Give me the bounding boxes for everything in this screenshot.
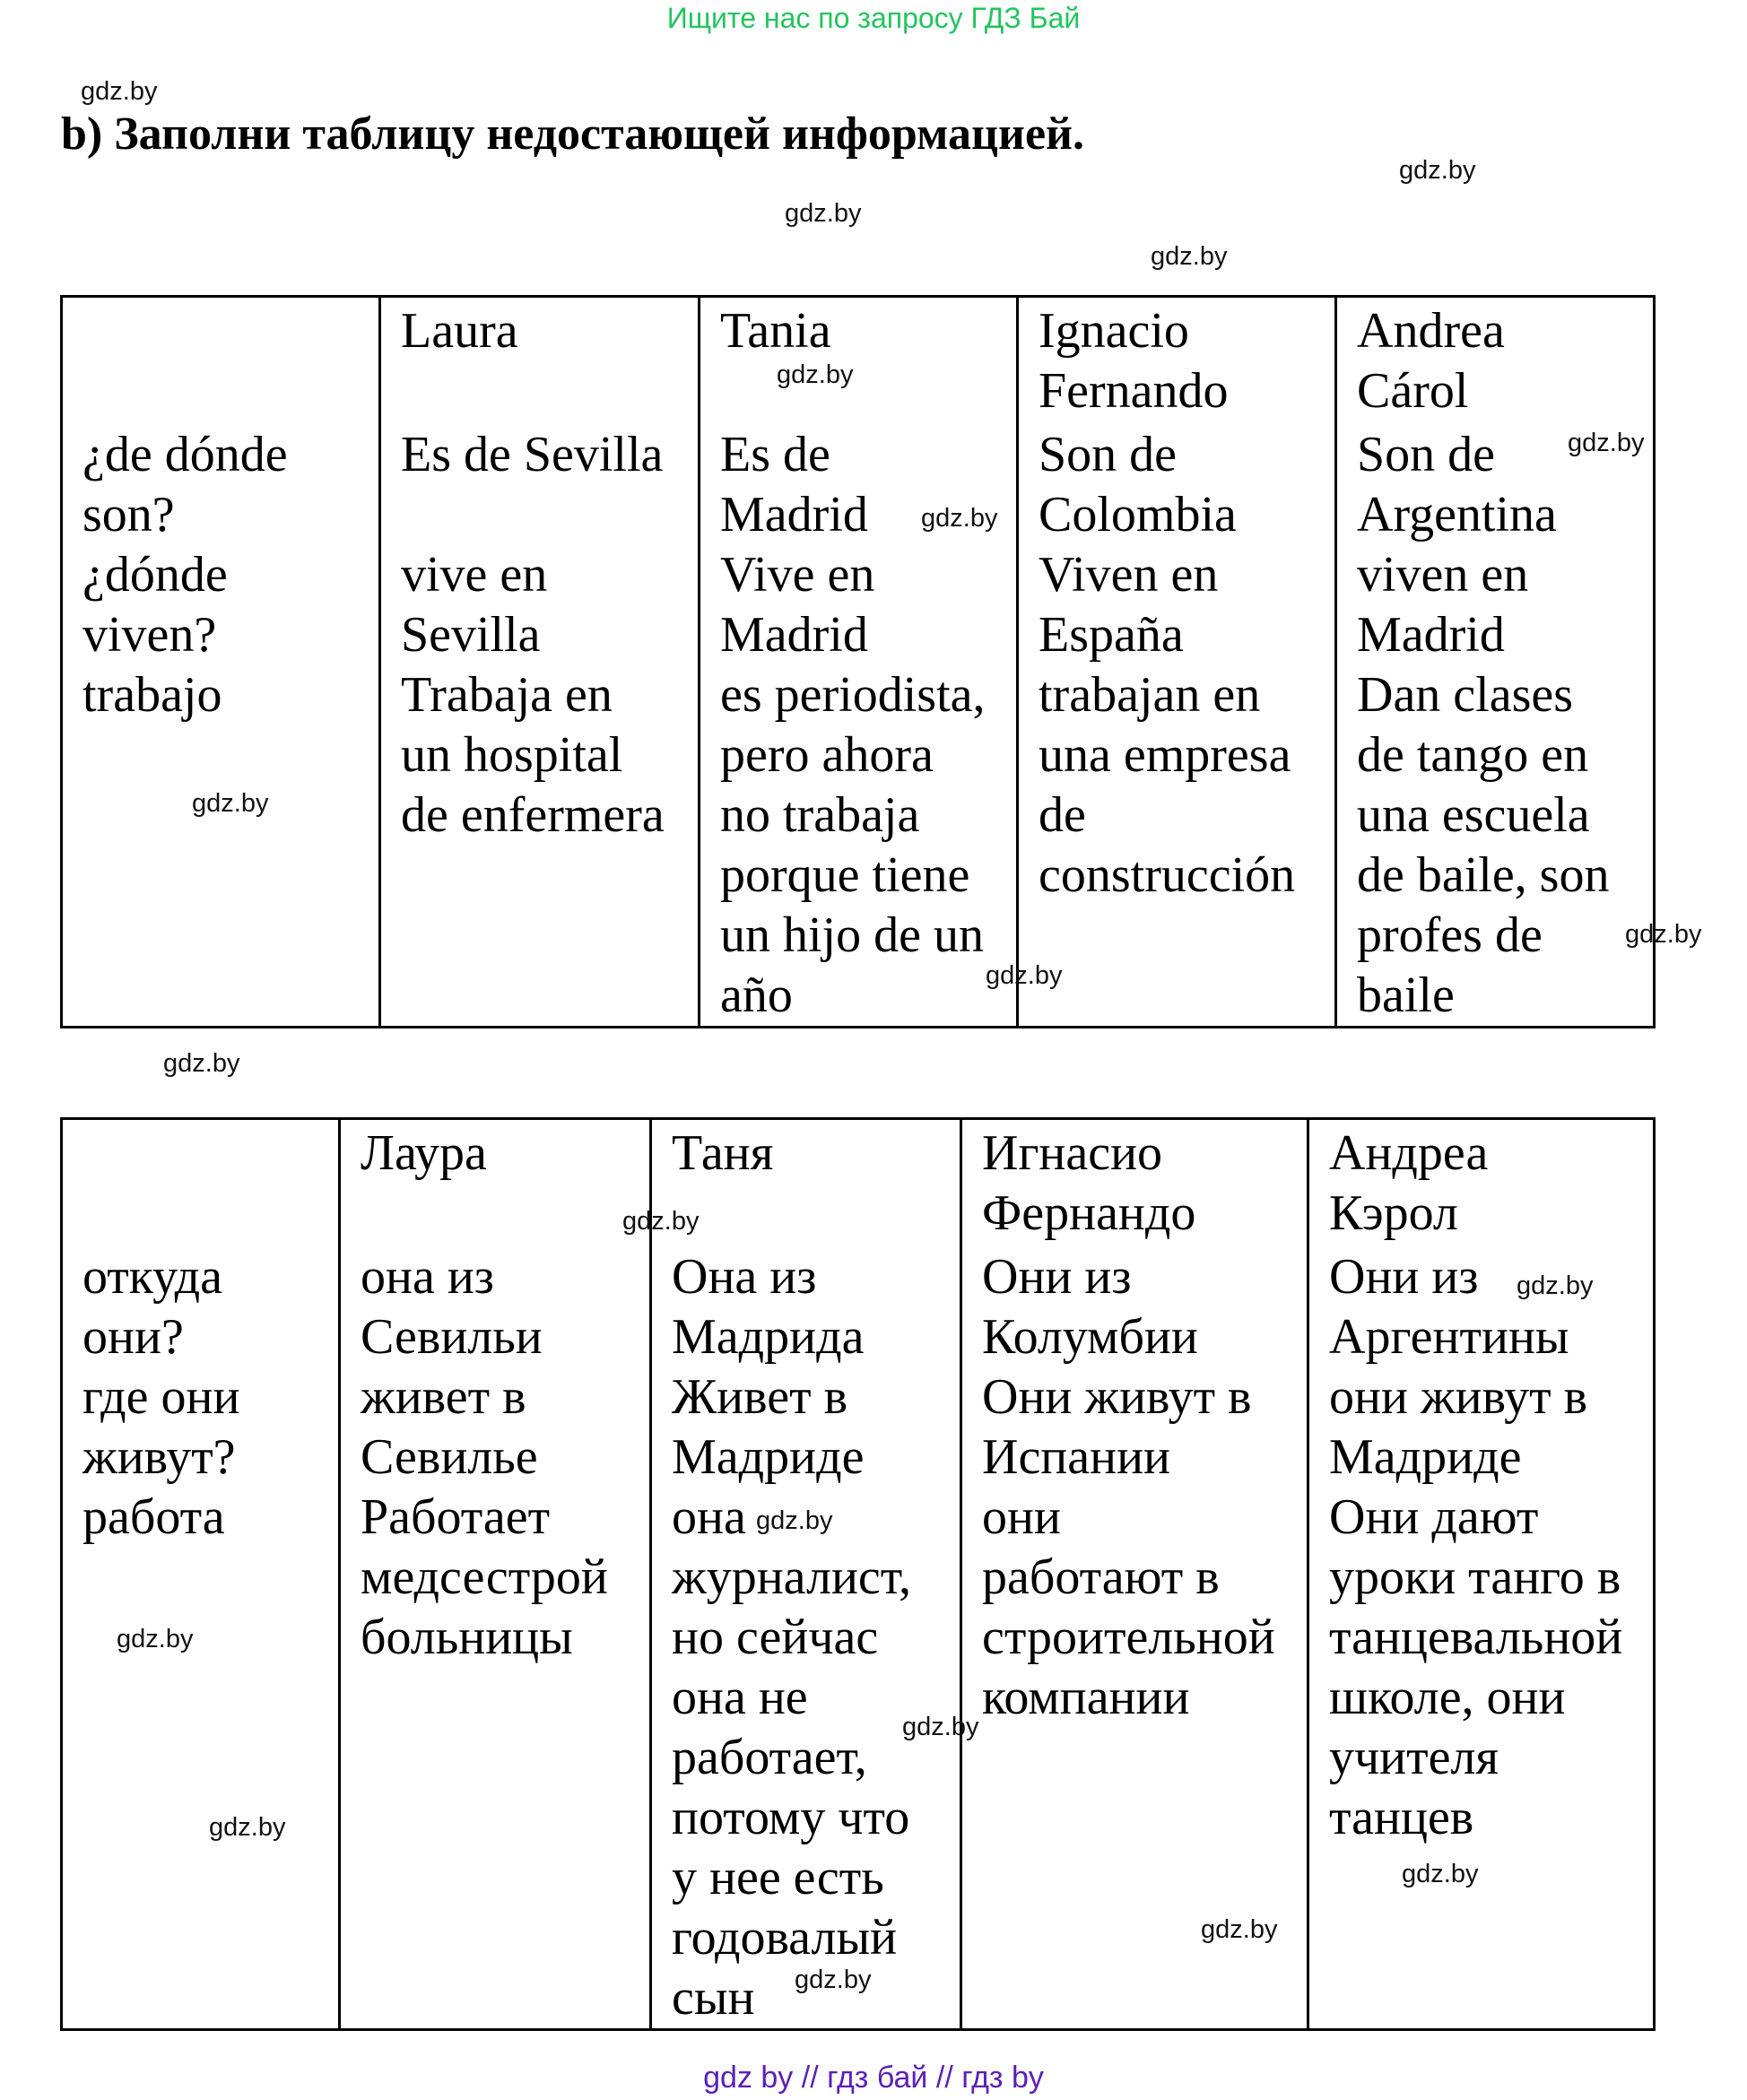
column-head: Андреа Кэрол bbox=[1329, 1125, 1489, 1241]
cell-body: она из Севильи живет в Севилье Работает медсестрой больницы bbox=[361, 1249, 608, 1665]
andrea-carol-cell bbox=[1336, 297, 1655, 1028]
watermark: gdz.by bbox=[1399, 156, 1476, 185]
row-labels: откуда они? где они живут? работа bbox=[83, 1249, 240, 1545]
cell-body: Son de Colombia Viven en España trabajan en una empresa de construcción bbox=[1039, 427, 1296, 903]
cell-body: Son de Argentina viven en Madrid Dan clases de tango en una escuela de baile, son profes de baile bbox=[1357, 427, 1610, 1023]
row-labels-cell bbox=[62, 297, 380, 1028]
laura-cell bbox=[380, 297, 700, 1028]
table-row bbox=[62, 297, 1655, 1028]
row-labels-cell bbox=[62, 1119, 340, 2030]
cell-body: Она из Мадрида Живет в Мадриде она журналист, но сейчас она не работает, потому что у нее есть годовалый сын bbox=[672, 1249, 912, 2026]
column-head: Ignacio Fernando bbox=[1039, 303, 1229, 419]
watermark: gdz.by bbox=[1568, 429, 1645, 457]
column-head bbox=[83, 1120, 338, 1244]
watermark: gdz.by bbox=[777, 360, 854, 389]
watermark: gdz.by bbox=[192, 789, 269, 818]
cell-body: Они из Колумбии Они живут в Испании они работают в строительной компании bbox=[982, 1249, 1275, 1725]
tania-ru-cell bbox=[651, 1119, 961, 2030]
cell-body: Es de Madrid Vive en Madrid es periodista, pero ahora no trabaja porque tiene un hijo de un año bbox=[720, 427, 986, 1023]
russian-info-table bbox=[60, 1117, 1656, 2031]
watermark: gdz.by bbox=[209, 1813, 286, 1842]
cell-body: Они из Аргентины они живут в Мадриде Они дают уроки танго в танцевальной школе, они учителя танцев bbox=[1329, 1249, 1623, 1845]
top-banner[interactable]: Ищите нас по запросу ГДЗ Бай bbox=[666, 2, 1081, 34]
ignacio-fernando-ru-cell bbox=[961, 1119, 1308, 2030]
watermark: gdz.by bbox=[785, 199, 862, 228]
watermark: gdz.by bbox=[163, 1049, 240, 1078]
spanish-info-table bbox=[60, 295, 1656, 1028]
tania-cell bbox=[700, 297, 1018, 1028]
watermark: gdz.by bbox=[795, 1965, 872, 1994]
watermark: gdz.by bbox=[1402, 1860, 1479, 1888]
andrea-carol-ru-cell bbox=[1308, 1119, 1655, 2030]
watermark: gdz.by bbox=[902, 1713, 979, 1741]
watermark: gdz.by bbox=[756, 1506, 833, 1535]
exercise-heading: b) Заполни таблицу недостающей информацией. bbox=[61, 108, 1085, 160]
column-head bbox=[83, 298, 378, 421]
ignacio-fernando-cell bbox=[1018, 297, 1336, 1028]
watermark: gdz.by bbox=[622, 1207, 700, 1236]
column-head: Tania bbox=[720, 303, 831, 359]
laura-ru-cell bbox=[340, 1119, 651, 2030]
watermark: gdz.by bbox=[1517, 1271, 1594, 1300]
watermark: gdz.by bbox=[1201, 1915, 1278, 1944]
column-head: Игнасио Фернандо bbox=[982, 1125, 1196, 1241]
watermark: gdz.by bbox=[1151, 242, 1228, 271]
row-labels: ¿de dónde son? ¿dónde viven? trabajo bbox=[83, 427, 288, 723]
table-row bbox=[62, 1119, 1655, 2030]
column-head: Andrea Cárol bbox=[1357, 303, 1505, 419]
column-head: Таня bbox=[672, 1125, 774, 1181]
watermark: gdz.by bbox=[986, 961, 1063, 990]
watermark: gdz.by bbox=[921, 504, 998, 533]
watermark: gdz.by bbox=[1625, 920, 1702, 949]
footer-links[interactable]: gdz by // гдз бай // гдз by bbox=[703, 2061, 1044, 2095]
watermark: gdz.by bbox=[117, 1625, 194, 1653]
watermark: gdz.by bbox=[81, 77, 158, 106]
column-head: Laura bbox=[401, 303, 518, 359]
cell-body: Es de Sevilla vive en Sevilla Trabaja en un hospital de enfermera bbox=[401, 427, 665, 843]
column-head: Лаура bbox=[361, 1125, 487, 1181]
